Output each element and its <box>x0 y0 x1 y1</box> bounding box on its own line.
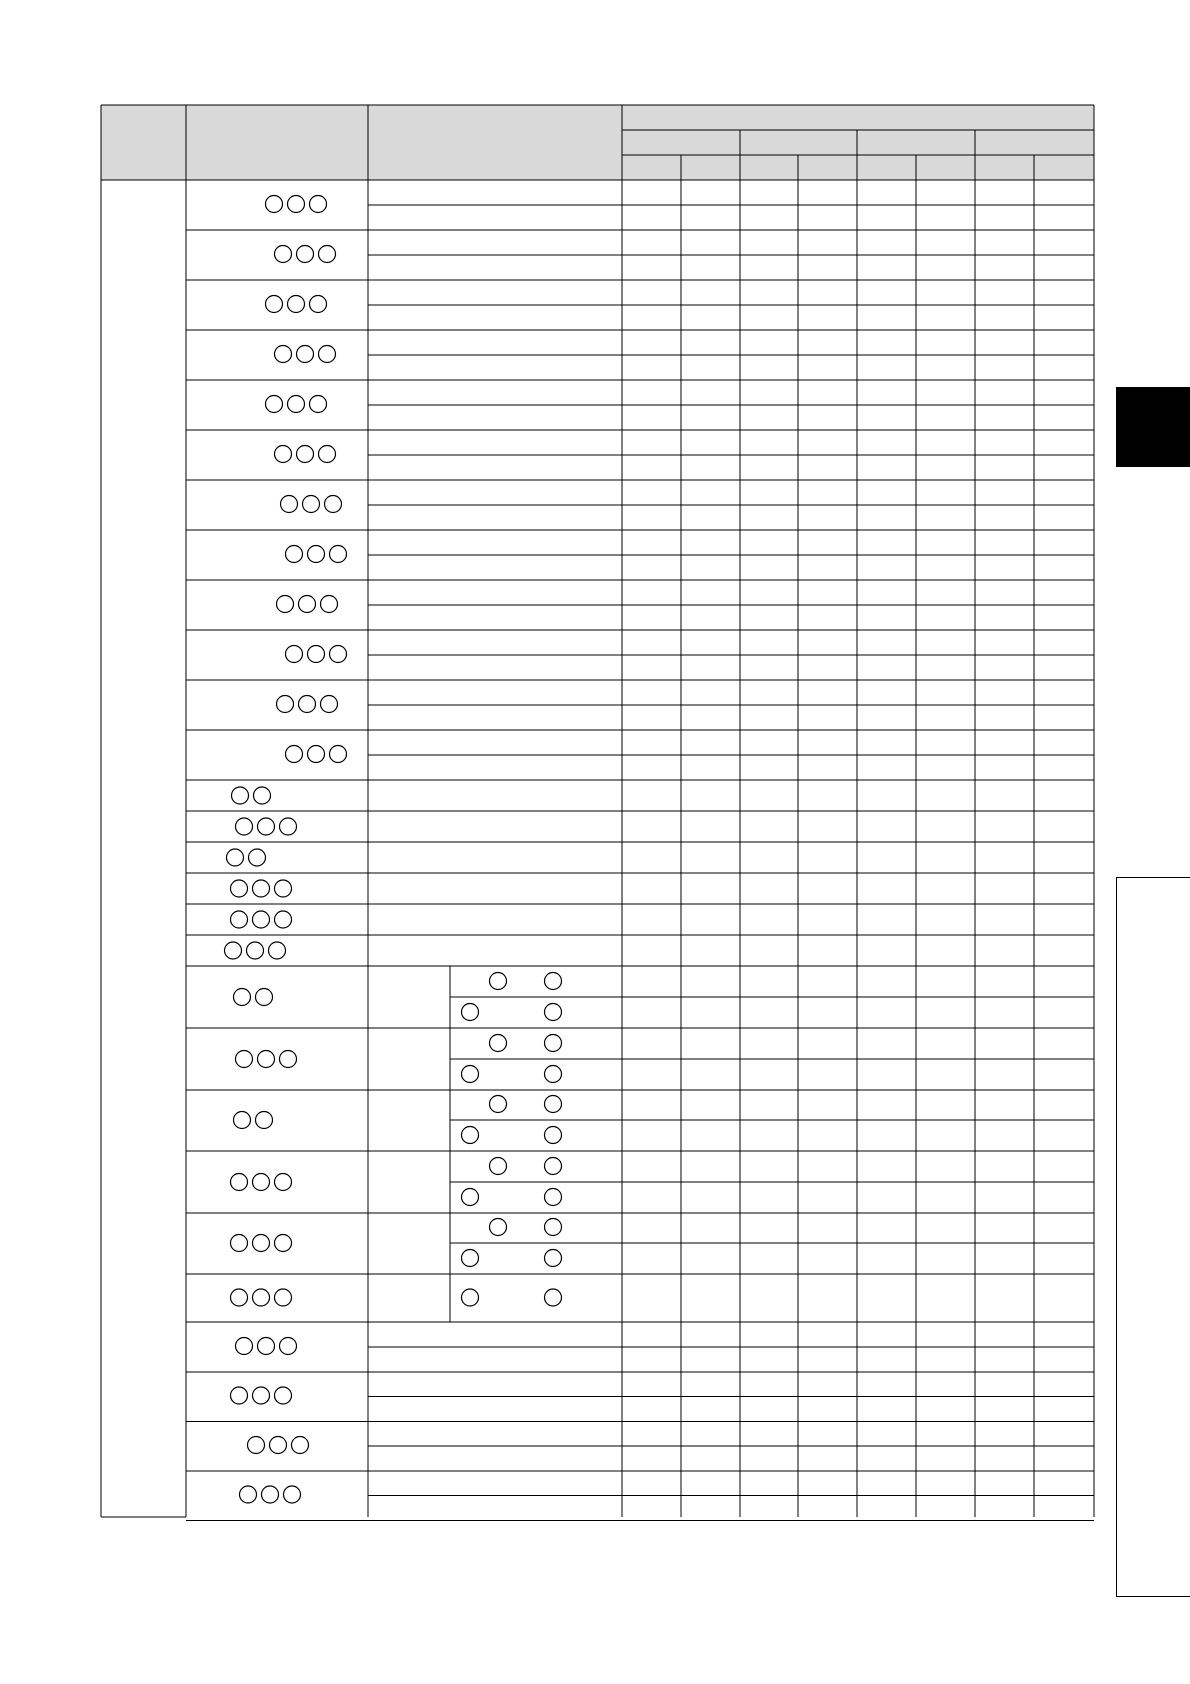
circle-mark <box>270 1437 287 1454</box>
circle-mark <box>310 396 327 413</box>
circle-mark <box>545 1189 562 1206</box>
circle-mark <box>247 942 264 959</box>
circle-mark <box>286 646 303 663</box>
circle-mark <box>266 196 283 213</box>
circle-mark <box>275 1235 292 1252</box>
circle-mark <box>545 1127 562 1144</box>
circle-mark <box>280 1338 297 1355</box>
circle-mark <box>288 396 305 413</box>
circle-mark <box>545 1219 562 1236</box>
circle-mark <box>545 1096 562 1113</box>
circle-mark <box>321 696 338 713</box>
circle-mark <box>330 746 347 763</box>
circle-mark <box>240 1486 257 1503</box>
circle-mark <box>234 989 251 1006</box>
circle-mark <box>299 696 316 713</box>
circle-mark <box>462 1189 479 1206</box>
circle-mark <box>234 1112 251 1129</box>
circle-mark <box>275 446 292 463</box>
circle-mark <box>288 296 305 313</box>
circle-mark <box>258 818 275 835</box>
circle-mark <box>462 1004 479 1021</box>
circle-mark <box>258 1051 275 1068</box>
circle-mark <box>545 973 562 990</box>
circle-mark <box>308 646 325 663</box>
circle-mark <box>281 496 298 513</box>
circle-mark <box>275 246 292 263</box>
circle-mark <box>231 911 248 928</box>
circle-mark <box>266 396 283 413</box>
circle-mark <box>490 1035 507 1052</box>
circle-mark <box>545 1035 562 1052</box>
circle-mark <box>262 1486 279 1503</box>
circle-mark <box>275 1174 292 1191</box>
circle-mark <box>227 849 244 866</box>
circle-mark <box>310 196 327 213</box>
circle-mark <box>253 1387 270 1404</box>
circle-mark <box>299 596 316 613</box>
circle-mark <box>232 787 249 804</box>
circle-mark <box>288 196 305 213</box>
circle-mark <box>236 1338 253 1355</box>
circle-mark <box>231 1387 248 1404</box>
circle-mark <box>269 942 286 959</box>
circle-mark <box>297 446 314 463</box>
circle-mark <box>275 346 292 363</box>
circle-mark <box>253 1174 270 1191</box>
circle-mark <box>253 1235 270 1252</box>
circle-mark <box>280 818 297 835</box>
circle-mark <box>280 1051 297 1068</box>
circle-mark <box>490 1219 507 1236</box>
circle-mark <box>308 546 325 563</box>
circle-mark <box>545 1158 562 1175</box>
circle-mark <box>490 1096 507 1113</box>
circle-mark <box>330 646 347 663</box>
circle-mark <box>308 746 325 763</box>
side-index-panel <box>1116 877 1190 1597</box>
circle-mark <box>292 1437 309 1454</box>
circle-mark <box>545 1066 562 1083</box>
circle-mark <box>319 246 336 263</box>
circle-mark <box>277 596 294 613</box>
circle-mark <box>231 1289 248 1306</box>
circle-mark <box>310 296 327 313</box>
circle-mark <box>231 1174 248 1191</box>
circle-mark <box>236 818 253 835</box>
circle-mark <box>545 1250 562 1267</box>
circle-mark <box>225 942 242 959</box>
circle-mark <box>319 346 336 363</box>
circle-mark <box>297 346 314 363</box>
circle-mark <box>256 1112 273 1129</box>
circle-mark <box>286 546 303 563</box>
circle-mark <box>286 746 303 763</box>
circle-mark <box>462 1066 479 1083</box>
circle-mark <box>266 296 283 313</box>
circle-mark <box>253 880 270 897</box>
circle-mark <box>236 1051 253 1068</box>
circle-mark <box>277 696 294 713</box>
circle-mark <box>284 1486 301 1503</box>
circle-mark <box>462 1289 479 1306</box>
circle-mark <box>275 1289 292 1306</box>
circle-mark <box>275 880 292 897</box>
circle-mark <box>231 880 248 897</box>
circle-mark <box>319 446 336 463</box>
circle-mark <box>321 596 338 613</box>
circle-mark <box>297 246 314 263</box>
header-band <box>101 105 1094 180</box>
circle-mark <box>330 546 347 563</box>
circle-mark <box>490 973 507 990</box>
circle-mark <box>462 1250 479 1267</box>
circle-mark <box>254 787 271 804</box>
circle-mark <box>490 1158 507 1175</box>
circle-mark <box>256 989 273 1006</box>
circle-mark <box>545 1289 562 1306</box>
circle-mark <box>545 1004 562 1021</box>
circle-mark <box>325 496 342 513</box>
circle-mark <box>249 849 266 866</box>
circle-mark <box>258 1338 275 1355</box>
circle-mark <box>275 1387 292 1404</box>
circle-mark <box>462 1127 479 1144</box>
circle-mark <box>248 1437 265 1454</box>
circle-mark <box>253 1289 270 1306</box>
circle-mark <box>253 911 270 928</box>
section-tab-marker <box>1116 387 1190 467</box>
circle-mark <box>303 496 320 513</box>
circle-mark <box>275 911 292 928</box>
circle-mark <box>231 1235 248 1252</box>
